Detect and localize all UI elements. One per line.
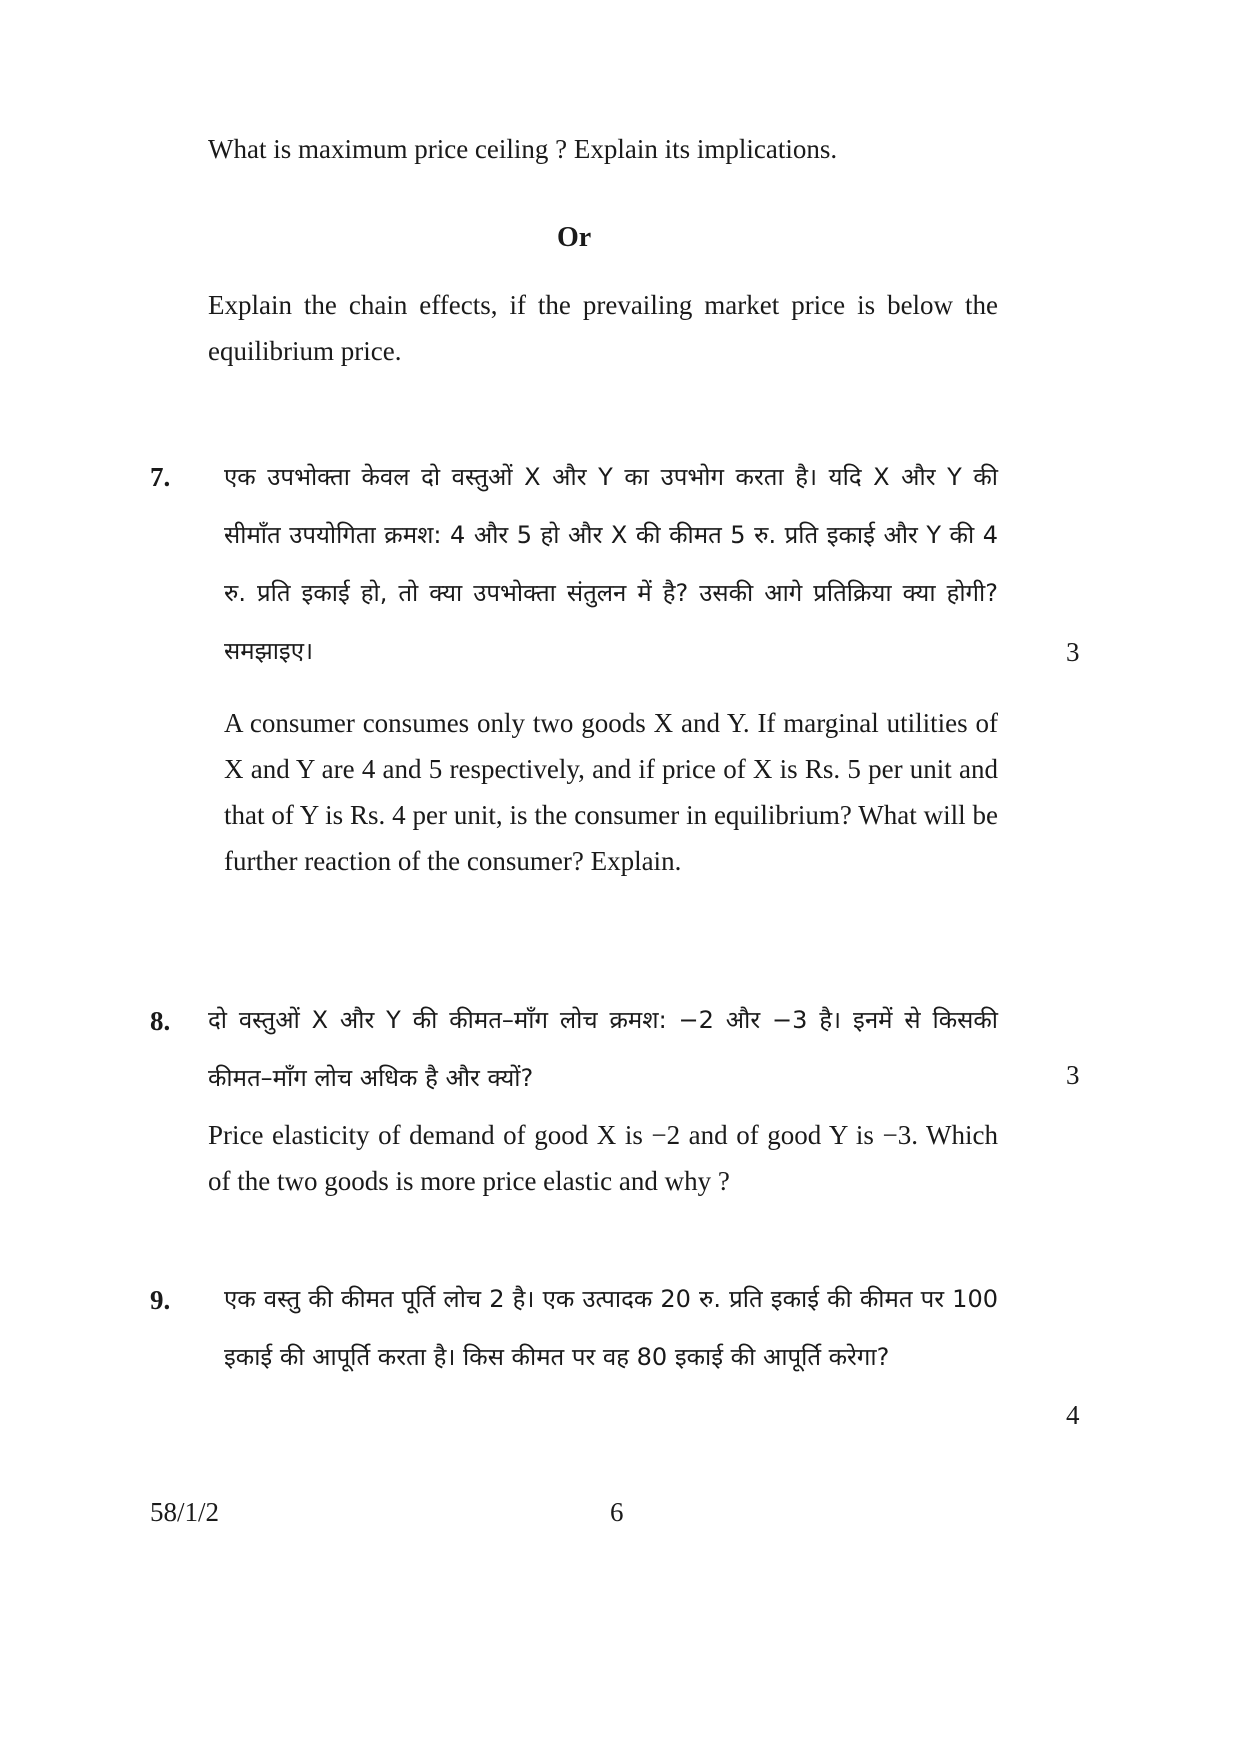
- q7-marks: 3: [1066, 637, 1080, 667]
- q9-hindi-text: एक वस्तु की कीमत पूर्ति लोच 2 है। एक उत्पादक 20 रु. प्रति इकाई की कीमत पर 100 इकाई की आपूर्ति करता है। किस कीमत पर वह 80 इकाई की आपूर्ति करेगा?: [224, 1285, 998, 1371]
- q8-hindi-text: दो वस्तुओं X और Y की कीमत–माँग लोच क्रमश: −2 और −3 है। इनमें से किसकी कीमत–माँग लोच अधिक है और क्यों?: [208, 1006, 998, 1092]
- q6-alternative-text: Explain the chain effects, if the prevailing market price is below the equilibrium price.: [208, 290, 998, 366]
- or-label: Or: [557, 222, 592, 253]
- paper-code: 58/1/2: [150, 1497, 220, 1527]
- q7-english-text: A consumer consumes only two goods X and Y. If marginal utilities of X and Y are 4 and 5 respectively, and if price of X is Rs. 5 per unit and that of Y is Rs. 4 per unit, is the consumer in equilibrium? What will be further reaction of the consumer? Explain.: [224, 708, 998, 876]
- q7-number: 7.: [150, 462, 171, 492]
- q8-number: 8.: [150, 1006, 171, 1036]
- q6-text: What is maximum price ceiling ? Explain its implications.: [208, 134, 838, 164]
- page-number: 6: [610, 1497, 624, 1527]
- q8-marks: 3: [1066, 1060, 1080, 1090]
- q7-hindi-text: एक उपभोक्ता केवल दो वस्तुओं X और Y का उपभोग करता है। यदि X और Y की सीमाँत उपयोगिता क्रमश: 4 और 5 हो और X की कीमत 5 रु. प्रति इकाई और Y की 4 रु. प्रति इकाई हो, तो क्या उपभोक्ता संतुलन में है? उसकी आगे प्रतिक्रिया क्या होगी? समझाइए।: [224, 463, 998, 665]
- q8-english-text: Price elasticity of demand of good X is −2 and of good Y is −3. Which of the two goods is more price elastic and why ?: [208, 1120, 998, 1196]
- q9-marks: 4: [1066, 1400, 1080, 1430]
- q9-number: 9.: [150, 1285, 171, 1315]
